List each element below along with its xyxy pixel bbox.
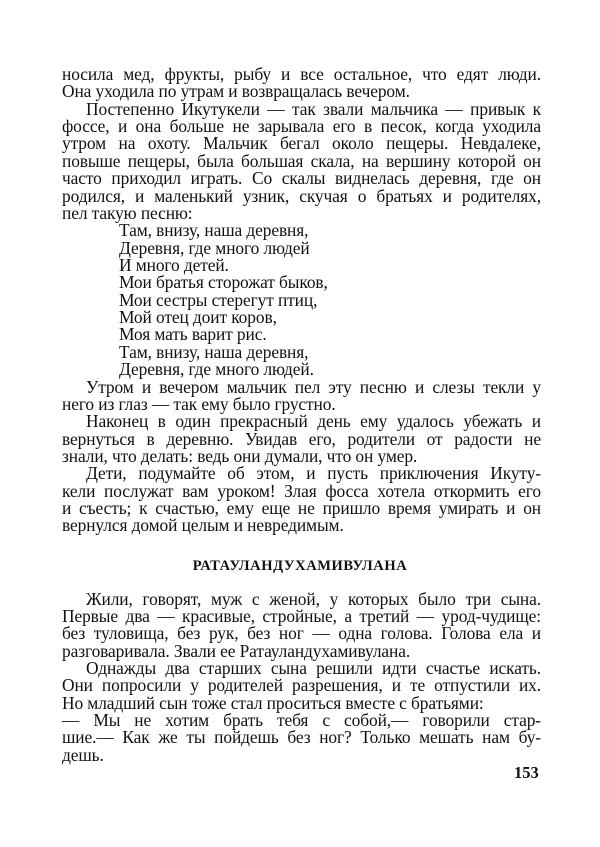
poem-line: Мои братья сторожат быков,: [119, 272, 328, 293]
text-line: и съесть; к счастью, ему еще не пришло время умирать и он: [62, 498, 541, 518]
text-line: Постепенно Икутукели — так звали мальчика — привык к: [86, 98, 541, 119]
poem-line: Деревня, где много людей.: [119, 359, 314, 380]
text-line: Наконец в один прекрасный день ему удалось убежать и: [86, 411, 541, 432]
text-line: Они попросили у родителей разрешения, и те отпустили их.: [62, 675, 541, 696]
text-line: знали, что делать: ведь они думали, что он умер.: [62, 445, 418, 466]
text-line: кели послужат вам уроком! Злая фосса хотела откормить его: [62, 480, 541, 501]
poem-line: Там, внизу, наша деревня,: [119, 220, 309, 241]
text-line: часто приходил играть. Со скалы виднелась деревня, где он: [62, 168, 541, 189]
text-line: дешь.: [62, 744, 104, 765]
text-line: него из глаз — так ему было грустно.: [62, 393, 336, 414]
text-line: Первые два — красивые, стройные, а третий — урод-чудище:: [62, 605, 541, 626]
text-line: фоссе, и она больше не зарывала его в песок, когда уходила: [62, 116, 541, 137]
text-line: Жили, говорят, муж с женой, у которых было три сына.: [86, 588, 541, 609]
poem-line: Там, внизу, наша деревня,: [119, 341, 309, 362]
text-line: пел такую песню:: [62, 202, 193, 223]
text-line: — Мы не хотим брать тебя с собой,— говорили стар-: [62, 710, 541, 730]
poem-line: Деревня, где много людей: [119, 237, 310, 258]
text-line: шие.— Как же ты пойдешь без ног? Только мешать нам бу-: [62, 727, 541, 748]
text-line: без туловища, без рук, без ног — одна голова. Голова ела и: [62, 623, 541, 644]
text-line: Однажды два старших сына решили идти счастье искать.: [86, 657, 541, 678]
poem-line: И много детей.: [119, 255, 229, 275]
text-line: вернулся домой целым и невредимым.: [62, 515, 344, 536]
text-line: Утром и вечером мальчик пел эту песню и слезы текли у: [86, 376, 541, 397]
text-line: носила мед, фрукты, рыбу и все остальное, что едят люди.: [62, 64, 541, 84]
text-line: Она уходила по утрам и возвращалась вечером.: [62, 81, 410, 102]
poem-line: Мой отец доит коров,: [119, 307, 277, 328]
poem-line: Моя мать варит рис.: [119, 324, 267, 345]
story-title: РАТАУЛАНДУХАМИВУЛАНА: [192, 557, 408, 574]
text-line: утром на охоту. Мальчик бегал около пещеры. Невдалеке,: [62, 133, 541, 154]
text-line: родился, и маленький узник, скучая о братьях и родителях,: [62, 185, 541, 206]
text-line: разговаривала. Звали ее Ратауландухамивулана.: [62, 640, 411, 661]
text-line: вернуться в деревню. Увидав его, родители от радости не: [62, 428, 541, 449]
text-line: повыше пещеры, была большая скала, на вершину которой он: [62, 150, 541, 171]
page-number: 153: [514, 763, 539, 782]
text-line: Дети, подумайте об этом, и пусть приключения Икуту-: [86, 463, 541, 484]
poem-line: Мои сестры стерегут птиц,: [119, 289, 318, 310]
text-line: Но младший сын тоже стал проситься вместе с братьями:: [62, 692, 484, 713]
